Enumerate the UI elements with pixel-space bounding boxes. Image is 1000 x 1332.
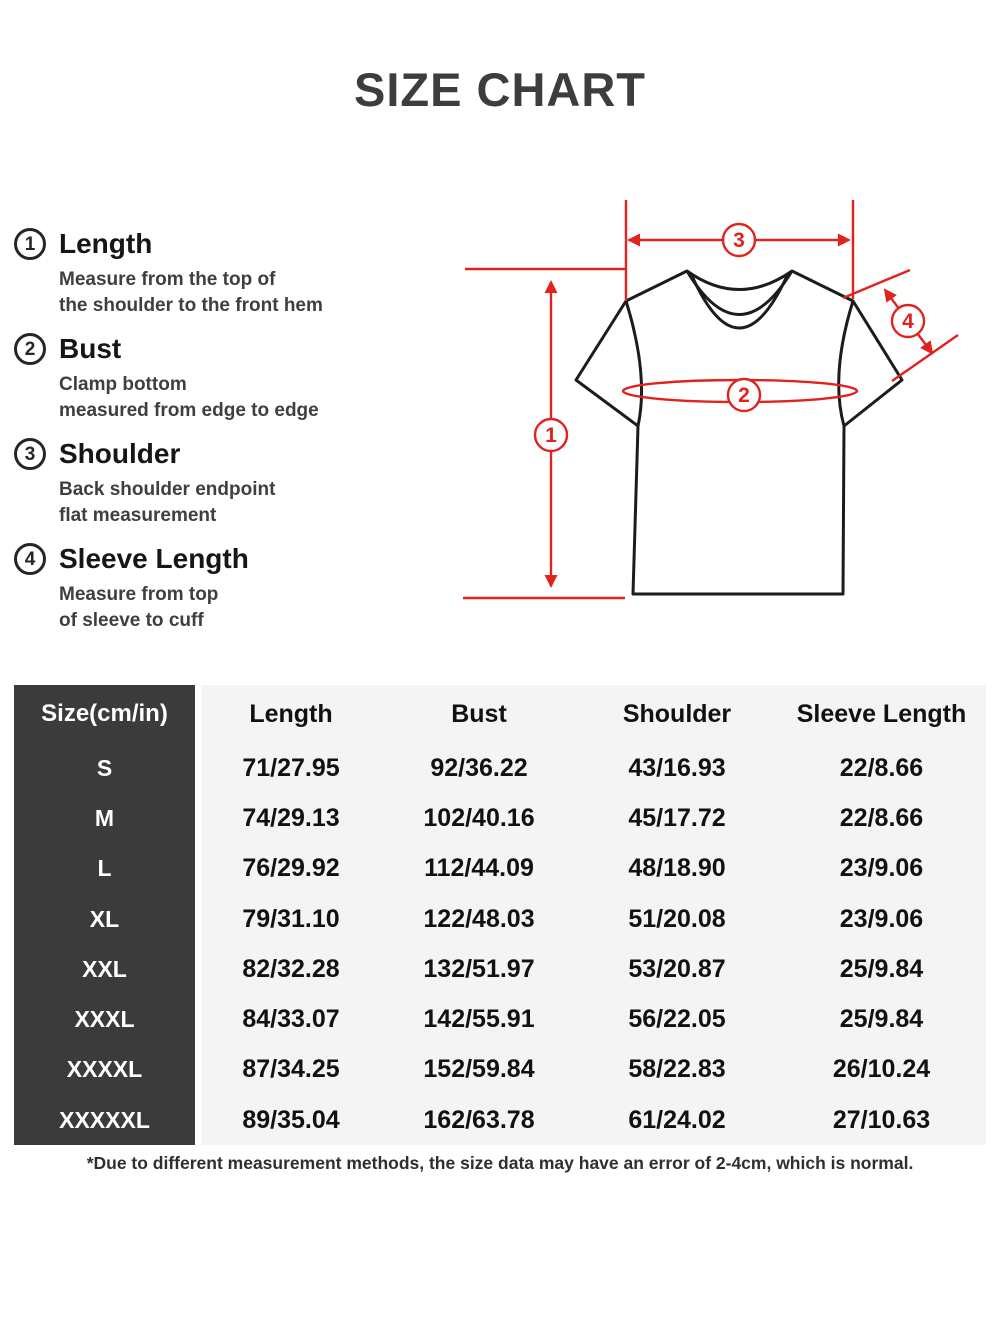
size-label: M [14,793,201,843]
measurement-instructions [14,228,444,648]
instruction-heading [14,228,444,260]
table-header-bust: Bust [381,685,577,743]
table-cell: 25/9.84 [777,994,986,1044]
size-label: XXXL [14,994,201,1044]
table-cell: 84/33.07 [201,994,381,1044]
size-table [14,685,986,1145]
table-header-size: Size(cm/in) [14,685,201,743]
instruction-heading [14,333,444,365]
step-4-badge: 4 [14,543,46,575]
marker-4-label: 4 [902,310,914,333]
table-cell: 53/20.87 [577,944,777,994]
size-label: S [14,743,201,793]
step-2-badge: 2 [14,333,46,365]
tshirt-diagram-svg [445,190,1000,640]
description-line: Measure from top [59,584,219,605]
table-cell: 74/29.13 [201,793,381,843]
description-line: flat measurement [59,505,217,526]
table-cell: 82/32.28 [201,944,381,994]
instruction-description [59,477,444,529]
instruction-item-shoulder [14,438,444,529]
table-cell: 51/20.08 [577,894,777,944]
table-cell: 43/16.93 [577,743,777,793]
page-title: SIZE CHART [354,63,646,116]
size-label: L [14,844,201,894]
table-cell: 142/55.91 [381,994,577,1044]
table-cell: 162/63.78 [381,1095,577,1145]
size-label: XXL [14,944,201,994]
tshirt-measurement-diagram [445,190,1000,640]
table-cell: 26/10.24 [777,1045,986,1095]
marker-2-label: 2 [738,384,750,407]
instruction-heading [14,438,444,470]
instruction-heading [14,543,444,575]
table-header-sleeve-length: Sleeve Length [777,685,986,743]
description-line: of sleeve to cuff [59,610,204,631]
table-cell: 132/51.97 [381,944,577,994]
size-label: XL [14,894,201,944]
table-cell: 71/27.95 [201,743,381,793]
table-cell: 27/10.63 [777,1095,986,1145]
table-header-shoulder: Shoulder [577,685,777,743]
table-cell: 102/40.16 [381,793,577,843]
description-line: measured from edge to edge [59,400,319,421]
table-header-length: Length [201,685,381,743]
instruction-label: Bust [59,333,122,364]
instruction-label: Length [59,228,153,259]
table-cell: 76/29.92 [201,844,381,894]
instruction-description [59,582,444,634]
instruction-label: Sleeve Length [59,543,249,574]
instruction-description [59,267,444,319]
table-cell: 22/8.66 [777,743,986,793]
size-label: XXXXXL [14,1095,201,1145]
table-cell: 122/48.03 [381,894,577,944]
instruction-item-length [14,228,444,319]
instruction-item-sleeve-length [14,543,444,634]
table-cell: 89/35.04 [201,1095,381,1145]
description-line: Measure from the top of [59,269,276,290]
table-cell: 23/9.06 [777,844,986,894]
footnote: *Due to different measurement methods, the size data may have an error of 2-4cm, which is normal. [86,1153,914,1173]
table-cell: 48/18.90 [577,844,777,894]
table-cell: 87/34.25 [201,1045,381,1095]
table-cell: 152/59.84 [381,1045,577,1095]
instruction-item-bust [14,333,444,424]
table-cell: 22/8.66 [777,793,986,843]
instruction-description [59,372,444,424]
marker-3-label: 3 [733,229,745,252]
table-cell: 45/17.72 [577,793,777,843]
table-cell: 79/31.10 [201,894,381,944]
table-cell: 112/44.09 [381,844,577,894]
description-line: Clamp bottom [59,374,187,395]
instruction-label: Shoulder [59,438,181,469]
table-cell: 56/22.05 [577,994,777,1044]
step-3-badge: 3 [14,438,46,470]
description-line: the shoulder to the front hem [59,295,323,316]
step-1-badge: 1 [14,228,46,260]
marker-1-label: 1 [545,424,557,447]
table-cell: 23/9.06 [777,894,986,944]
table-cell: 92/36.22 [381,743,577,793]
table-cell: 25/9.84 [777,944,986,994]
table-cell: 61/24.02 [577,1095,777,1145]
description-line: Back shoulder endpoint [59,479,276,500]
tshirt-outline-icon [576,271,902,594]
table-cell: 58/22.83 [577,1045,777,1095]
size-label: XXXXL [14,1045,201,1095]
